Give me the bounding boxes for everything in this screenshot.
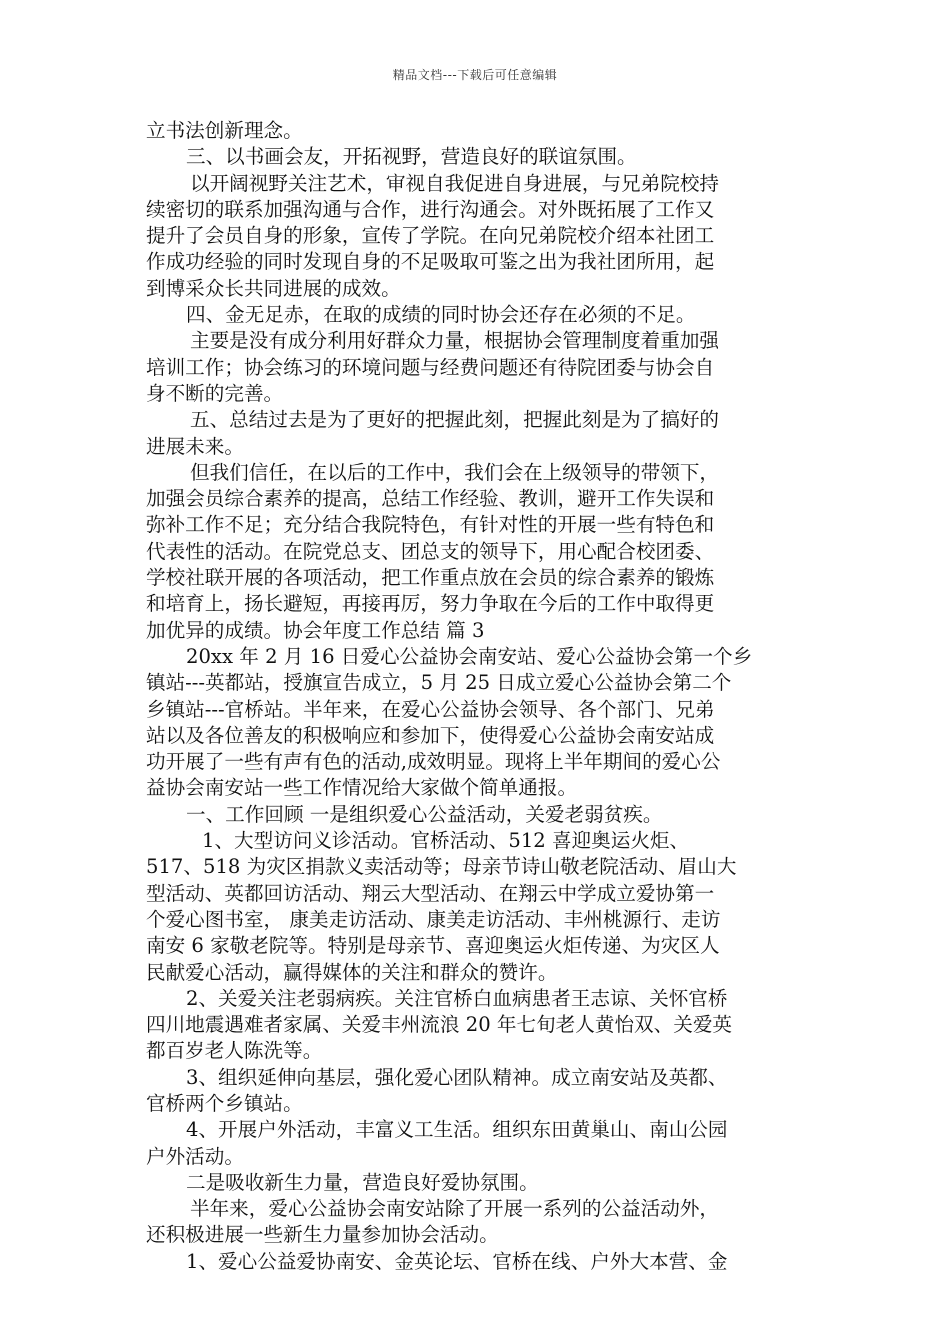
text-line: 1、爱心公益爱协南安、金英论坛、官桥在线、户外大本营、金	[186, 1249, 728, 1273]
text-line: 民献爱心活动，赢得媒体的关注和群众的赞许。	[146, 960, 558, 984]
text-line: 三、以书画会友，开拓视野，营造良好的联谊氛围。	[186, 145, 637, 169]
text-line: 20xx 年 2 月 16 日爱心公益协会南安站、爱心公益协会第一个乡	[186, 644, 753, 668]
text-line: 立书法创新理念。	[146, 119, 303, 142]
text-line: 4、开展户外活动，丰富义工生活。组织东田黄巢山、南山公园	[186, 1118, 728, 1142]
text-line: 和培育上，扬长避短，再接再厉，努力争取在今后的工作中取得更	[146, 592, 715, 616]
text-line: 代表性的活动。在院党总支、团总支的领导下，用心配合校团委、	[146, 539, 715, 563]
text-line: 半年来，爱心公益协会南安站除了开展一系列的公益活动外，	[190, 1197, 720, 1221]
text-line: 身不断的完善。	[146, 381, 284, 405]
text-line: 五、总结过去是为了更好的把握此刻，把握此刻是为了搞好的	[190, 408, 720, 432]
text-line: 二是吸收新生力量，营造良好爱协氛围。	[186, 1170, 539, 1194]
text-line: 个爱心图书室， 康美走访活动、康美走访活动、丰州桃源行、走访	[146, 907, 721, 931]
text-line: 培训工作；协会练习的环境问题与经费问题还有待院团委与协会自	[146, 355, 715, 379]
text-line: 进展未来。	[146, 434, 244, 458]
text-line: 续密切的联系加强沟通与合作，进行沟通会。对外既拓展了工作又	[146, 197, 715, 221]
text-line: 1、大型访问义诊活动。官桥活动、512 喜迎奥运火炬、	[202, 829, 690, 853]
text-line: 镇站---英都站，授旗宣告成立，5 月 25 日成立爱心公益协会第二个	[146, 671, 732, 695]
text-line: 官桥两个乡镇站。	[146, 1091, 303, 1115]
text-line: 加优异的成绩。协会年度工作总结 篇 3	[146, 618, 485, 642]
text-line: 但我们信任，在以后的工作中，我们会在上级领导的带领下，	[190, 460, 720, 484]
text-line: 作成功经验的同时发现自身的不足吸取可鉴之出为我社团所用，起	[146, 250, 715, 274]
text-line: 到博采众长共同进展的成效。	[146, 276, 401, 300]
text-line: 一、工作回顾 一是组织爱心公益活动，关爱老弱贫疾。	[186, 802, 663, 826]
text-line: 站以及各位善友的积极响应和参加下，使得爱心公益协会南安站成	[146, 723, 715, 747]
text-line: 乡镇站---官桥站。半年来，在爱心公益协会领导、各个部门、兄弟	[146, 697, 715, 721]
text-line: 提升了会员自身的形象，宣传了学院。在向兄弟院校介绍本社团工	[146, 224, 715, 248]
text-line: 都百岁老人陈洗等。	[146, 1039, 323, 1063]
text-line: 3、组织延伸向基层，强化爱心团队精神。成立南安站及英都、	[186, 1065, 728, 1089]
text-line: 南安 6 家敬老院等。特别是母亲节、喜迎奥运火炬传递、为灾区人	[146, 934, 720, 958]
text-line: 加强会员综合素养的提高，总结工作经验、教训，避开工作失误和	[146, 487, 715, 511]
document-body	[146, 118, 810, 1275]
text-line: 517、518 为灾区捐款义卖活动等；母亲节诗山敬老院活动、眉山大	[146, 855, 737, 879]
text-line: 还积极进展一些新生力量参加协会活动。	[146, 1223, 499, 1247]
text-line: 以开阔视野关注艺术，审视自我促进自身进展，与兄弟院校持	[190, 171, 720, 195]
text-line: 型活动、英都回访活动、翔云大型活动、在翔云中学成立爱协第一	[146, 881, 715, 905]
text-line: 主要是没有成分利用好群众力量，根据协会管理制度着重加强	[190, 329, 720, 353]
page-header: 精品文档---下载后可任意编辑	[392, 68, 558, 82]
text-line: 弥补工作不足；充分结合我院特色，有针对性的开展一些有特色和	[146, 513, 715, 537]
text-line: 四川地震遇难者家属、关爱丰州流浪 20 年七旬老人黄怡双、关爱英	[146, 1013, 733, 1037]
text-line: 四、金无足赤，在取的成绩的同时协会还存在必须的不足。	[186, 303, 696, 327]
text-line: 2、关爱关注老弱病疾。关注官桥白血病患者王志谅、关怀官桥	[186, 986, 728, 1010]
text-line: 户外活动。	[146, 1144, 244, 1168]
text-line: 益协会南安站一些工作情况给大家做个简单通报。	[146, 776, 578, 800]
text-line: 学校社联开展的各项活动，把工作重点放在会员的综合素养的锻炼	[146, 566, 715, 590]
text-line: 功开展了一些有声有色的活动,成效明显。现将上半年期间的爱心公	[146, 750, 721, 774]
